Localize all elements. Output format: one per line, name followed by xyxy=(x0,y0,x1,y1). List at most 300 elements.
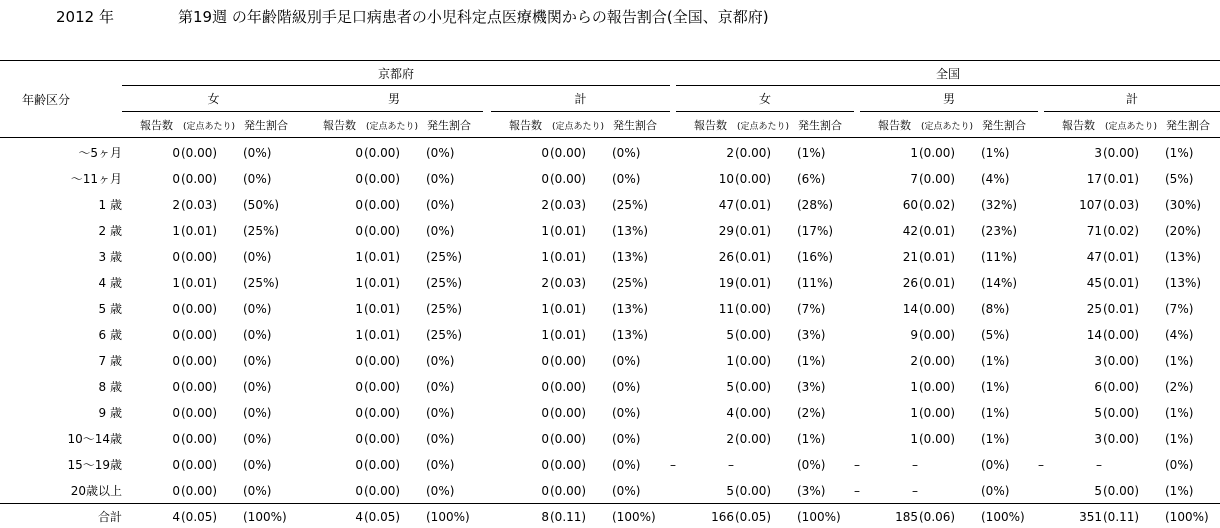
per-site-cell: (0.00) xyxy=(550,146,587,160)
ratio-cell: (0%) xyxy=(243,484,272,498)
per-site-cell: (0.02) xyxy=(1103,224,1140,238)
age-group-label: 7 歳 xyxy=(98,354,122,368)
sex-header: 男 xyxy=(942,92,955,106)
count-cell: 2 xyxy=(726,432,734,446)
count-cell: 0 xyxy=(355,432,363,446)
count-cell: 0 xyxy=(355,458,363,472)
per-site-cell: (0.00) xyxy=(181,432,218,446)
ratio-cell: (0%) xyxy=(243,250,272,264)
ratio-cell: (1%) xyxy=(1165,406,1194,420)
ratio-cell: (13%) xyxy=(612,250,649,264)
subheader-rule xyxy=(0,137,1220,138)
count-cell: 47 xyxy=(718,198,734,212)
sex-header: 計 xyxy=(1125,92,1138,106)
count-cell: 42 xyxy=(902,224,918,238)
count-cell: 2 xyxy=(541,276,549,290)
per-site-cell: (0.00) xyxy=(181,406,218,420)
age-group-label: 5 歳 xyxy=(98,302,122,316)
ratio-cell: (25%) xyxy=(243,276,280,290)
count-cell: 19 xyxy=(718,276,734,290)
per-site-cell: (0.01) xyxy=(919,224,956,238)
count-cell: 9 xyxy=(910,328,918,342)
ratio-cell: (11%) xyxy=(797,276,834,290)
per-site-cell: (0.00) xyxy=(364,224,401,238)
per-site-cell: (0.00) xyxy=(735,432,772,446)
ratio-cell: (2%) xyxy=(1165,380,1194,394)
count-cell: 0 xyxy=(355,224,363,238)
per-site-cell: (0.00) xyxy=(735,406,772,420)
per-site-cell: (0.00) xyxy=(181,328,218,342)
region-rule-national xyxy=(676,85,1220,86)
count-cell: 5 xyxy=(726,380,734,394)
count-cell: 14 xyxy=(902,302,918,316)
ratio-cell: (100%) xyxy=(243,510,287,524)
count-cell: 2 xyxy=(726,146,734,160)
ratio-cell: (0%) xyxy=(243,172,272,186)
ratio-cell: (0%) xyxy=(612,172,641,186)
sex-rule xyxy=(122,111,305,112)
per-site-cell: (0.00) xyxy=(1103,380,1140,394)
count-cell: 0 xyxy=(172,458,180,472)
count-cell: – xyxy=(854,458,860,472)
per-site-cell: (0.00) xyxy=(364,198,401,212)
ratio-cell: (1%) xyxy=(981,406,1010,420)
ratio-cell: (0%) xyxy=(243,354,272,368)
ratio-cell: (11%) xyxy=(981,250,1018,264)
count-subheader: 報告数 xyxy=(323,119,356,132)
count-cell: 0 xyxy=(355,146,363,160)
count-cell: 0 xyxy=(541,406,549,420)
count-cell: 107 xyxy=(1079,198,1102,212)
per-site-subheader: (定点あたり) xyxy=(183,122,236,132)
count-cell: 1 xyxy=(726,354,734,368)
count-cell: 0 xyxy=(355,380,363,394)
per-site-cell: (0.00) xyxy=(735,484,772,498)
per-site-cell: (0.00) xyxy=(364,146,401,160)
count-cell: 0 xyxy=(172,354,180,368)
count-cell: – xyxy=(854,484,860,498)
per-site-cell: (0.00) xyxy=(735,354,772,368)
count-subheader: 報告数 xyxy=(878,119,911,132)
ratio-cell: (25%) xyxy=(426,276,463,290)
per-site-cell: (0.02) xyxy=(919,198,956,212)
ratio-cell: (1%) xyxy=(1165,354,1194,368)
count-cell: 0 xyxy=(541,146,549,160)
ratio-cell: (4%) xyxy=(981,172,1010,186)
count-cell: 1 xyxy=(910,380,918,394)
count-cell: 25 xyxy=(1086,302,1102,316)
per-site-cell: (0.00) xyxy=(1103,328,1140,342)
ratio-cell: (1%) xyxy=(797,432,826,446)
per-site-cell: (0.01) xyxy=(1103,302,1140,316)
count-cell: 5 xyxy=(1094,406,1102,420)
per-site-cell: (0.00) xyxy=(181,250,218,264)
ratio-subheader: 発生割合 xyxy=(798,119,842,132)
year-label: 2012 年 xyxy=(56,8,114,26)
count-cell: 0 xyxy=(541,484,549,498)
ratio-cell: (5%) xyxy=(981,328,1010,342)
per-site-cell: (0.01) xyxy=(550,224,587,238)
per-site-subheader: (定点あたり) xyxy=(737,122,790,132)
per-site-cell: (0.01) xyxy=(1103,276,1140,290)
region-rule-kyoto xyxy=(122,85,670,86)
count-cell: 3 xyxy=(1094,354,1102,368)
count-cell: 1 xyxy=(355,276,363,290)
sex-rule xyxy=(491,111,670,112)
count-subheader: 報告数 xyxy=(140,119,173,132)
ratio-cell: (1%) xyxy=(797,354,826,368)
per-site-cell: (0.01) xyxy=(919,276,956,290)
ratio-cell: (3%) xyxy=(797,380,826,394)
ratio-cell: (30%) xyxy=(1165,198,1202,212)
count-cell: 0 xyxy=(172,432,180,446)
per-site-cell: (0.01) xyxy=(1103,172,1140,186)
ratio-cell: (25%) xyxy=(612,276,649,290)
count-cell: 1 xyxy=(910,406,918,420)
ratio-cell: (28%) xyxy=(797,198,834,212)
per-site-cell: – xyxy=(728,458,734,472)
ratio-cell: (3%) xyxy=(797,484,826,498)
per-site-cell: – xyxy=(912,484,918,498)
per-site-cell: (0.00) xyxy=(550,458,587,472)
age-group-label: 20歳以上 xyxy=(70,484,122,498)
count-cell: 0 xyxy=(355,172,363,186)
per-site-cell: (0.00) xyxy=(919,146,956,160)
count-cell: 45 xyxy=(1086,276,1102,290)
per-site-cell: (0.00) xyxy=(1103,484,1140,498)
ratio-cell: (8%) xyxy=(981,302,1010,316)
per-site-cell: (0.00) xyxy=(550,354,587,368)
per-site-cell: (0.01) xyxy=(919,250,956,264)
per-site-cell: (0.11) xyxy=(1103,510,1140,524)
per-site-cell: (0.00) xyxy=(181,172,218,186)
per-site-cell: (0.00) xyxy=(1103,354,1140,368)
ratio-cell: (1%) xyxy=(981,146,1010,160)
sex-header: 女 xyxy=(207,92,220,106)
ratio-cell: (0%) xyxy=(426,224,455,238)
count-cell: 4 xyxy=(172,510,180,524)
ratio-cell: (0%) xyxy=(612,458,641,472)
per-site-cell: (0.01) xyxy=(550,250,587,264)
ratio-cell: (0%) xyxy=(426,406,455,420)
per-site-cell: (0.00) xyxy=(919,328,956,342)
ratio-cell: (0%) xyxy=(612,406,641,420)
ratio-cell: (1%) xyxy=(1165,484,1194,498)
count-cell: 14 xyxy=(1086,328,1102,342)
ratio-cell: (14%) xyxy=(981,276,1018,290)
per-site-cell: (0.01) xyxy=(181,224,218,238)
per-site-cell: (0.01) xyxy=(735,224,772,238)
ratio-cell: (20%) xyxy=(1165,224,1202,238)
per-site-subheader: (定点あたり) xyxy=(552,122,605,132)
per-site-cell: (0.00) xyxy=(364,354,401,368)
count-cell: 47 xyxy=(1086,250,1102,264)
count-cell: 2 xyxy=(172,198,180,212)
per-site-cell: (0.01) xyxy=(550,328,587,342)
count-cell: 0 xyxy=(172,146,180,160)
count-cell: 1 xyxy=(910,432,918,446)
per-site-cell: (0.01) xyxy=(364,328,401,342)
count-cell: 0 xyxy=(355,406,363,420)
ratio-cell: (25%) xyxy=(426,250,463,264)
ratio-cell: (1%) xyxy=(981,354,1010,368)
sex-header: 計 xyxy=(574,92,587,106)
count-cell: 6 xyxy=(1094,380,1102,394)
per-site-cell: (0.01) xyxy=(364,250,401,264)
ratio-cell: (0%) xyxy=(243,432,272,446)
count-cell: – xyxy=(1038,458,1044,472)
count-cell: 26 xyxy=(718,250,734,264)
table-top-rule xyxy=(0,60,1220,61)
ratio-cell: (1%) xyxy=(981,380,1010,394)
per-site-cell: (0.00) xyxy=(364,172,401,186)
ratio-cell: (16%) xyxy=(797,250,834,264)
count-cell: 7 xyxy=(910,172,918,186)
region-header-national: 全国 xyxy=(935,67,960,81)
count-cell: 17 xyxy=(1086,172,1102,186)
ratio-cell: (0%) xyxy=(243,328,272,342)
per-site-cell: (0.01) xyxy=(181,276,218,290)
per-site-cell: (0.00) xyxy=(735,328,772,342)
ratio-cell: (4%) xyxy=(1165,328,1194,342)
age-group-label: 3 歳 xyxy=(98,250,122,264)
count-cell: 26 xyxy=(902,276,918,290)
count-cell: 21 xyxy=(902,250,918,264)
count-cell: 5 xyxy=(1094,484,1102,498)
per-site-cell: (0.03) xyxy=(1103,198,1140,212)
sex-rule xyxy=(676,111,854,112)
per-site-cell: (0.01) xyxy=(364,302,401,316)
ratio-cell: (13%) xyxy=(612,224,649,238)
per-site-subheader: (定点あたり) xyxy=(1105,122,1158,132)
per-site-cell: (0.00) xyxy=(181,302,218,316)
per-site-cell: (0.01) xyxy=(735,250,772,264)
per-site-cell: (0.00) xyxy=(181,458,218,472)
per-site-cell: (0.03) xyxy=(550,276,587,290)
ratio-cell: (7%) xyxy=(1165,302,1194,316)
per-site-cell: (0.00) xyxy=(181,380,218,394)
count-cell: 1 xyxy=(910,146,918,160)
count-cell: 0 xyxy=(541,458,549,472)
per-site-cell: (0.00) xyxy=(550,484,587,498)
ratio-cell: (3%) xyxy=(797,328,826,342)
per-site-cell: (0.05) xyxy=(181,510,218,524)
ratio-subheader: 発生割合 xyxy=(982,119,1026,132)
per-site-subheader: (定点あたり) xyxy=(366,122,419,132)
count-cell: 8 xyxy=(541,510,549,524)
per-site-cell: (0.06) xyxy=(919,510,956,524)
age-group-label: 2 歳 xyxy=(98,224,122,238)
per-site-cell: (0.05) xyxy=(364,510,401,524)
count-subheader: 報告数 xyxy=(1062,119,1095,132)
count-cell: 0 xyxy=(172,328,180,342)
per-site-cell: (0.00) xyxy=(919,406,956,420)
age-group-label: 9 歳 xyxy=(98,406,122,420)
count-cell: 1 xyxy=(355,328,363,342)
ratio-cell: (0%) xyxy=(981,484,1010,498)
ratio-cell: (100%) xyxy=(426,510,470,524)
count-cell: 60 xyxy=(902,198,918,212)
per-site-subheader: (定点あたり) xyxy=(921,122,974,132)
ratio-cell: (17%) xyxy=(797,224,834,238)
ratio-cell: (0%) xyxy=(612,146,641,160)
count-cell: – xyxy=(670,458,676,472)
count-cell: 0 xyxy=(355,354,363,368)
ratio-cell: (0%) xyxy=(612,484,641,498)
ratio-cell: (1%) xyxy=(1165,146,1194,160)
count-cell: 166 xyxy=(711,510,734,524)
ratio-cell: (0%) xyxy=(426,458,455,472)
ratio-subheader: 発生割合 xyxy=(1166,119,1210,132)
count-cell: 0 xyxy=(541,432,549,446)
ratio-cell: (0%) xyxy=(612,380,641,394)
count-cell: 0 xyxy=(541,380,549,394)
count-cell: 1 xyxy=(355,250,363,264)
ratio-cell: (0%) xyxy=(1165,458,1194,472)
per-site-cell: (0.00) xyxy=(1103,432,1140,446)
count-cell: 0 xyxy=(541,172,549,186)
ratio-cell: (0%) xyxy=(243,458,272,472)
per-site-cell: (0.00) xyxy=(919,432,956,446)
count-cell: 2 xyxy=(910,354,918,368)
count-cell: 11 xyxy=(718,302,734,316)
ratio-cell: (0%) xyxy=(243,380,272,394)
age-group-label: ～5ヶ月 xyxy=(78,146,122,160)
per-site-cell: (0.00) xyxy=(550,432,587,446)
ratio-subheader: 発生割合 xyxy=(613,119,657,132)
per-site-cell: (0.00) xyxy=(181,146,218,160)
per-site-cell: (0.00) xyxy=(919,354,956,368)
per-site-cell: (0.11) xyxy=(550,510,587,524)
ratio-cell: (13%) xyxy=(612,302,649,316)
ratio-cell: (25%) xyxy=(426,328,463,342)
per-site-cell: (0.00) xyxy=(364,432,401,446)
count-cell: 4 xyxy=(726,406,734,420)
per-site-cell: (0.01) xyxy=(735,276,772,290)
ratio-cell: (0%) xyxy=(797,458,826,472)
ratio-cell: (7%) xyxy=(797,302,826,316)
per-site-cell: (0.00) xyxy=(735,146,772,160)
count-cell: 1 xyxy=(541,224,549,238)
count-cell: 71 xyxy=(1086,224,1102,238)
count-cell: 10 xyxy=(718,172,734,186)
ratio-cell: (0%) xyxy=(426,172,455,186)
per-site-cell: (0.01) xyxy=(364,276,401,290)
per-site-cell: (0.00) xyxy=(735,302,772,316)
ratio-cell: (0%) xyxy=(426,354,455,368)
ratio-cell: (100%) xyxy=(612,510,656,524)
ratio-cell: (23%) xyxy=(981,224,1018,238)
ratio-subheader: 発生割合 xyxy=(427,119,471,132)
age-group-label: 6 歳 xyxy=(98,328,122,342)
count-cell: 0 xyxy=(172,484,180,498)
count-cell: 351 xyxy=(1079,510,1102,524)
age-group-label: 4 歳 xyxy=(98,276,122,290)
ratio-cell: (1%) xyxy=(981,432,1010,446)
ratio-cell: (13%) xyxy=(1165,250,1202,264)
per-site-cell: (0.00) xyxy=(364,380,401,394)
sex-header: 男 xyxy=(387,92,400,106)
ratio-cell: (5%) xyxy=(1165,172,1194,186)
age-group-header: 年齢区分 xyxy=(22,93,71,107)
ratio-cell: (0%) xyxy=(426,198,455,212)
ratio-cell: (2%) xyxy=(797,406,826,420)
sex-rule xyxy=(305,111,483,112)
sex-rule xyxy=(1044,111,1220,112)
ratio-subheader: 発生割合 xyxy=(244,119,288,132)
sex-rule xyxy=(860,111,1038,112)
count-cell: 4 xyxy=(355,510,363,524)
per-site-cell: – xyxy=(912,458,918,472)
age-group-label: 10～14歳 xyxy=(67,432,122,446)
per-site-cell: (0.01) xyxy=(550,302,587,316)
count-cell: 3 xyxy=(1094,146,1102,160)
total-rule xyxy=(0,503,1220,504)
count-cell: 2 xyxy=(541,198,549,212)
per-site-cell: (0.00) xyxy=(550,406,587,420)
per-site-cell: (0.01) xyxy=(1103,250,1140,264)
ratio-cell: (0%) xyxy=(612,432,641,446)
count-cell: 0 xyxy=(355,198,363,212)
per-site-cell: (0.00) xyxy=(550,380,587,394)
ratio-cell: (0%) xyxy=(243,146,272,160)
per-site-cell: (0.03) xyxy=(181,198,218,212)
per-site-cell: (0.00) xyxy=(1103,146,1140,160)
age-group-label: 1 歳 xyxy=(98,198,122,212)
count-cell: 1 xyxy=(541,328,549,342)
count-cell: 1 xyxy=(172,276,180,290)
count-cell: 5 xyxy=(726,484,734,498)
count-cell: 1 xyxy=(355,302,363,316)
ratio-cell: (1%) xyxy=(797,146,826,160)
ratio-cell: (32%) xyxy=(981,198,1018,212)
per-site-cell: (0.00) xyxy=(364,458,401,472)
per-site-cell: (0.00) xyxy=(919,172,956,186)
per-site-cell: – xyxy=(1096,458,1102,472)
ratio-cell: (50%) xyxy=(243,198,280,212)
sex-header: 女 xyxy=(758,92,771,106)
per-site-cell: (0.00) xyxy=(364,406,401,420)
count-subheader: 報告数 xyxy=(694,119,727,132)
count-cell: 0 xyxy=(541,354,549,368)
age-group-label: 8 歳 xyxy=(98,380,122,394)
ratio-cell: (0%) xyxy=(426,380,455,394)
age-group-label: ～11ヶ月 xyxy=(70,172,122,186)
ratio-cell: (25%) xyxy=(243,224,280,238)
ratio-cell: (0%) xyxy=(426,484,455,498)
count-cell: 1 xyxy=(541,302,549,316)
count-cell: 0 xyxy=(172,172,180,186)
per-site-cell: (0.00) xyxy=(181,354,218,368)
ratio-cell: (25%) xyxy=(426,302,463,316)
per-site-cell: (0.00) xyxy=(919,380,956,394)
per-site-cell: (0.05) xyxy=(735,510,772,524)
ratio-cell: (0%) xyxy=(243,406,272,420)
ratio-cell: (25%) xyxy=(612,198,649,212)
count-cell: 5 xyxy=(726,328,734,342)
count-cell: 0 xyxy=(172,380,180,394)
count-cell: 0 xyxy=(172,406,180,420)
per-site-cell: (0.00) xyxy=(735,380,772,394)
count-cell: 29 xyxy=(718,224,734,238)
ratio-cell: (6%) xyxy=(797,172,826,186)
count-cell: 1 xyxy=(541,250,549,264)
count-cell: 185 xyxy=(895,510,918,524)
ratio-cell: (0%) xyxy=(426,146,455,160)
count-cell: 1 xyxy=(172,224,180,238)
ratio-cell: (0%) xyxy=(981,458,1010,472)
per-site-cell: (0.01) xyxy=(735,198,772,212)
